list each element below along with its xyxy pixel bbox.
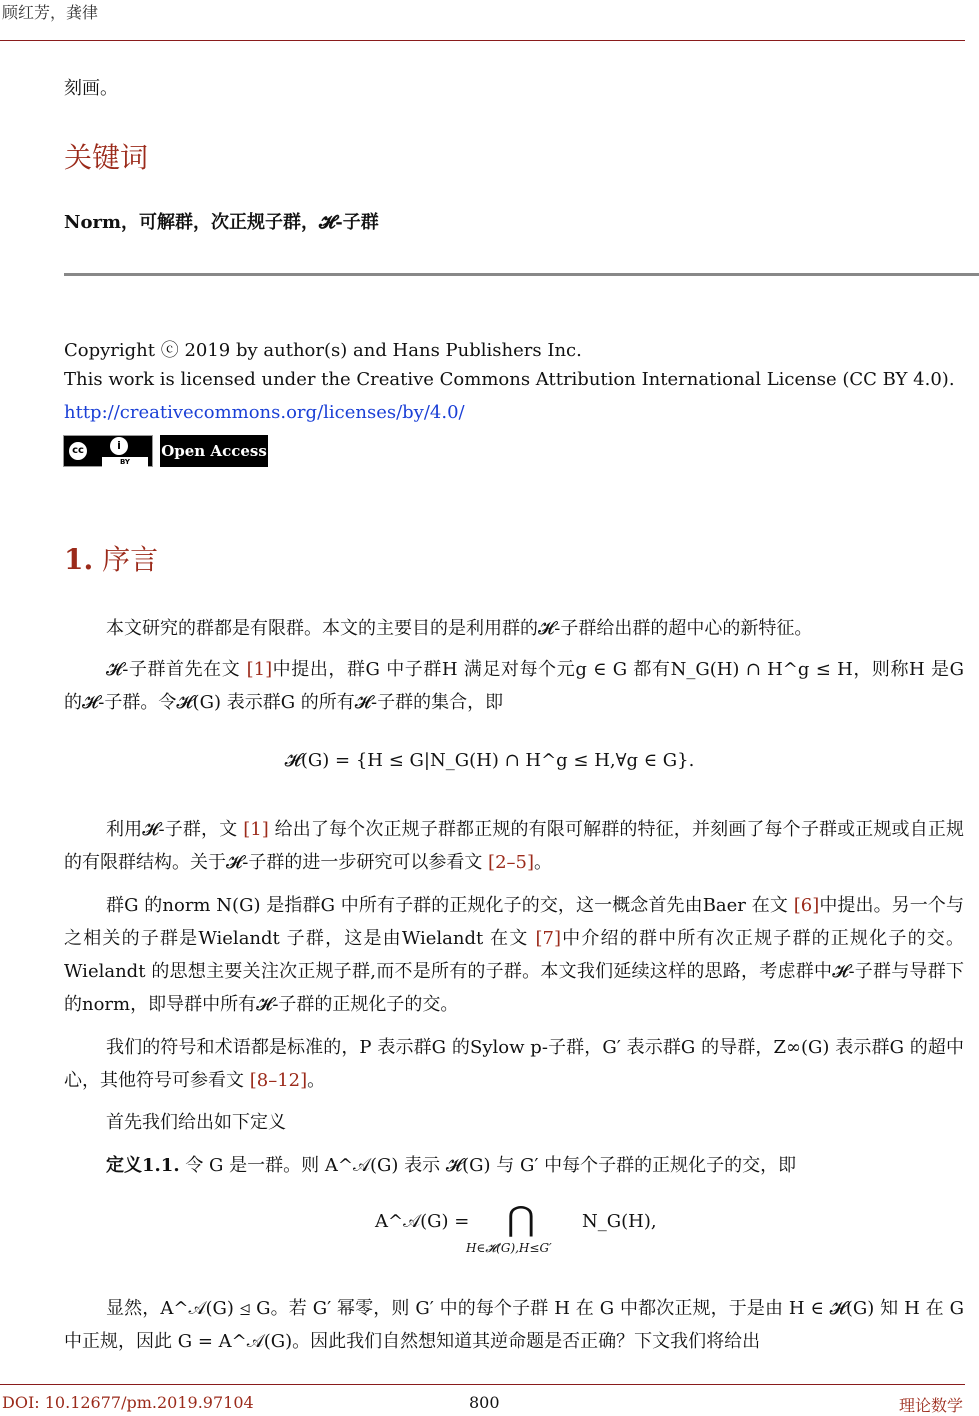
copyright-line: Copyright ⓒ 2019 by author(s) and Hans Publishers Inc. [64,340,582,361]
section-number: 1. [64,543,94,576]
intro-paragraph-2 [64,653,964,719]
cc-by-label: BY [102,457,148,467]
attribution-person-icon: i [110,437,128,455]
keywords-list: Norm，可解群，次正规子群，𝓗-子群 [64,212,379,233]
cc-logo-icon: cc [67,440,89,462]
footer-rule [0,1384,965,1385]
keywords-heading: 关键词 [64,141,149,174]
p5-text-a: 我们的符号和术语都是标准的，P 表示群G 的Sylow p-子群，G′ 表示群G 的导群，Z∞(G) 表示群G 的超中心，其他符号可参看文 [64,1037,964,1091]
intro-paragraph-4 [64,889,964,1021]
abstract-tail-text: 刻画。 [64,78,118,99]
intro-paragraph-5 [64,1031,964,1097]
eq2-lhs: A^𝒜(G) = [375,1211,470,1232]
citation-link[interactable]: [2–5] [488,852,534,873]
definition-text: 令 G 是一群。则 A^𝒜(G) 表示 𝓗(G) 与 G′ 中每个子群的正规化子的交，即 [179,1155,797,1176]
section-title: 序言 [102,543,159,576]
page-number: 800 [469,1393,500,1412]
p5-text-b: 。 [307,1070,326,1091]
eq2-subscript: H∈𝓗(G),H≤G′ [466,1241,552,1255]
equation-a-of-g [0,1199,979,1265]
citation-link[interactable]: [6] [793,895,820,916]
footer-doi[interactable]: DOI: 10.12677/pm.2019.97104 [2,1393,254,1412]
footer-journal-name: 理论数学 [898,1396,963,1415]
section-heading [64,538,158,578]
p4-text-b: 中提出。另一个与之相关的子群是Wielandt 子群，这是由Wielandt 在文 [64,895,964,949]
intro-paragraph-1: 本文研究的群都是有限群。本文的主要目的是利用群的𝓗-子群给出群的超中心的新特征。 [106,618,813,639]
running-header-authors: 顾红芳，龚律 [2,3,99,22]
intro-paragraph-7: 显然，A^𝒜(G) ⊴ G。若 G′ 幂零，则 G′ 中的每个子群 H 在 G 中都次正规，于是由 H ∈ 𝓗(G) 知 H 在 G 中正规，因此 G = A^𝒜(G)。因此我们自然想知道其逆命题是否正确？下文我们将给出 [64,1298,964,1352]
header-rule [0,40,965,41]
definition-label: 定义1.1. [106,1155,180,1176]
license-line: This work is licensed under the Creative Commons Attribution International License (CC BY 4.0). [64,369,955,390]
eq2-rhs: N_G(H), [582,1211,657,1232]
open-access-badge[interactable]: Open Access [160,435,268,467]
section-divider [64,273,979,276]
intro-paragraph-6: 首先我们给出如下定义 [106,1112,286,1133]
citation-link[interactable]: [1] [243,819,269,840]
intro-paragraph-3 [64,813,964,879]
big-cap-symbol: ⋂ [507,1199,535,1239]
p3-text-c: 。 [534,852,552,873]
p2-text-a: 𝓗-子群首先在文 [106,659,247,680]
citation-link[interactable]: [1] [246,659,273,680]
p3-text-a: 利用𝓗-子群，文 [106,819,244,840]
definition-1-1 [64,1149,964,1182]
license-link[interactable]: http://creativecommons.org/licenses/by/4.0/ [64,402,465,423]
p4-text-a: 群G 的norm N(G) 是指群G 中所有子群的正规化子的交，这一概念首先由Baer 在文 [106,895,794,916]
p3-text-b: 给出了每个次正规子群都正规的有限可解群的特征，并刻画了每个子群或正规或自正规的有限群结构。关于𝓗-子群的进一步研究可以参看文 [64,819,964,873]
equation-h-of-g: 𝓗(G) = {H ≤ G|N_G(H) ∩ H^g ≤ H,∀g ∈ G}. [284,750,695,771]
p4-text-c: 中介绍的群中所有次正规子群的正规化子的交。Wielandt 的思想主要关注次正规子群,而不是所有的子群。本文我们延续这样的思路，考虑群中𝓗-子群与导群下的norm，即导群中所有𝓗-子群的正规化子的交。 [64,928,965,1015]
p2-text-b: 中提出，群G 中子群H 满足对每个元g ∈ G 都有N_G(H) ∩ H^g ≤ H，则称H 是G 的𝓗-子群。令𝓗(G) 表示群G 的所有𝓗-子群的集合，即 [64,659,964,713]
cc-by-badge[interactable] [63,435,153,467]
citation-link[interactable]: [7] [535,928,561,949]
citation-link[interactable]: [8–12] [249,1070,308,1091]
